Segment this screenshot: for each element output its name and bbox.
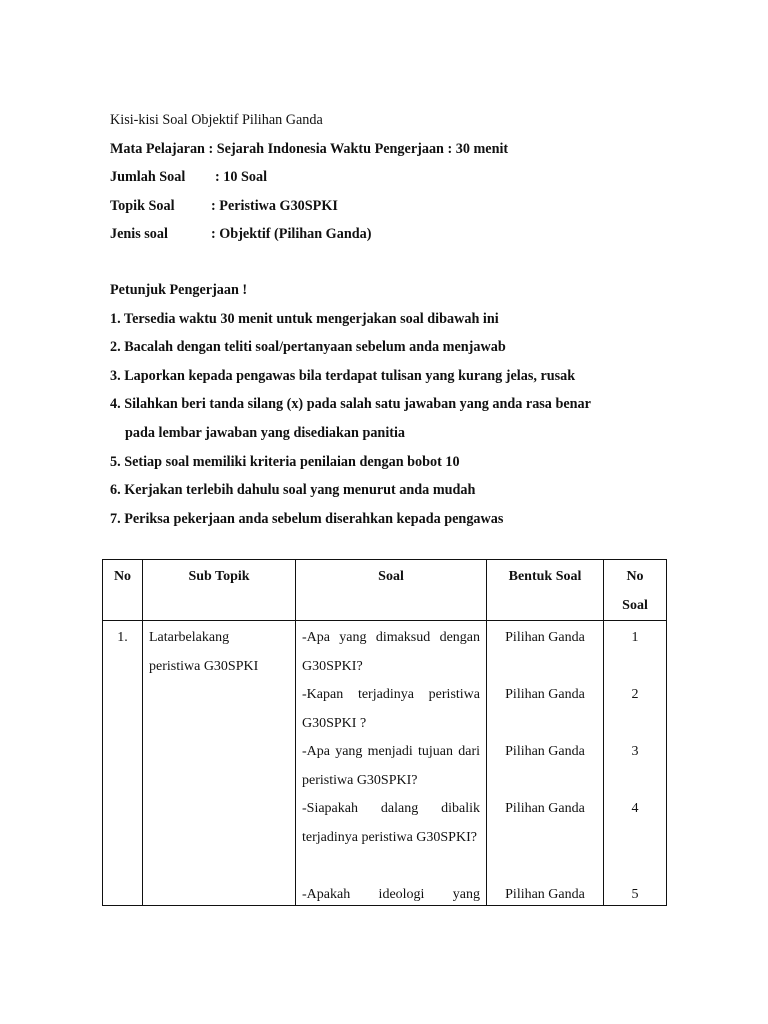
- header-soal: Soal: [296, 560, 487, 621]
- row-soal: [296, 621, 487, 906]
- header-no-soal-line1: No: [626, 569, 644, 584]
- bentuk-soal-value: Pilihan Ganda: [505, 801, 585, 816]
- instruction-item-continuation: pada lembar jawaban yang disediakan panitia: [125, 424, 406, 441]
- instruction-item: 4. Silahkan beri tanda silang (x) pada salah satu jawaban yang anda rasa benar: [110, 396, 591, 413]
- instruction-item: 5. Setiap soal memiliki kriteria penilaian dengan bobot 10: [110, 453, 460, 470]
- header-bentuk-soal: Bentuk Soal: [487, 560, 604, 621]
- jenis-line: [110, 220, 730, 249]
- instructions-heading: Petunjuk Pengerjaan !: [110, 282, 248, 298]
- no-soal-value: 5: [631, 886, 639, 902]
- no-soal-value: 1: [631, 630, 639, 645]
- header-no: No: [103, 560, 143, 621]
- bentuk-soal-value: Pilihan Ganda: [505, 687, 585, 702]
- no-soal-value: 3: [631, 744, 639, 759]
- instruction-item: 6. Kerjakan terlebih dahulu soal yang menurut anda mudah: [110, 482, 476, 499]
- mapel-line: Mata Pelajaran : Sejarah Indonesia Waktu Pengerjaan : 30 menit: [110, 140, 509, 157]
- kisi-kisi-table: [102, 559, 667, 906]
- question-text: -Apa yang menjadi tujuan dari peristiwa G30SPKI?: [302, 744, 480, 788]
- row-no: 1.: [103, 621, 143, 906]
- jenis-value: : Objektif (Pilihan Ganda): [211, 226, 372, 243]
- bentuk-soal-value: Pilihan Ganda: [505, 886, 585, 902]
- jumlah-label: Jumlah Soal: [110, 169, 186, 186]
- bentuk-soal-value: Pilihan Ganda: [505, 744, 585, 759]
- table-row: [103, 621, 667, 906]
- topik-value: : Peristiwa G30SPKI: [211, 197, 338, 214]
- bentuk-soal-value: Pilihan Ganda: [505, 630, 585, 645]
- row-sub-topik: [143, 621, 296, 906]
- topik-line: [110, 192, 730, 221]
- no-soal-value: 4: [631, 801, 639, 816]
- row-no-soal: [604, 621, 667, 906]
- jumlah-line: [110, 163, 730, 192]
- row-bentuk-soal: [487, 621, 604, 906]
- jumlah-value: : 10 Soal: [215, 169, 268, 186]
- instruction-item: 1. Tersedia waktu 30 menit untuk mengerjakan soal dibawah ini: [110, 310, 499, 327]
- question-text: -Kapan terjadinya peristiwa G30SPKI ?: [302, 687, 480, 731]
- table-header-row: [103, 560, 667, 621]
- question-text: -Siapakah dalang dibalik terjadinya peristiwa G30SPKI?: [302, 801, 480, 845]
- document-title: Kisi-kisi Soal Objektif Pilihan Ganda: [110, 112, 323, 128]
- instruction-item: 7. Periksa pekerjaan anda sebelum diserahkan kepada pengawas: [110, 510, 504, 527]
- question-text: -Apa yang dimaksud dengan G30SPKI?: [302, 630, 480, 674]
- document-header: [110, 106, 730, 249]
- instructions-section: [110, 276, 730, 533]
- header-sub-topik: Sub Topik: [143, 560, 296, 621]
- question-text: -Apakah ideologi yang: [302, 886, 480, 902]
- no-soal-value: 2: [631, 687, 639, 702]
- topik-label: Topik Soal: [110, 197, 175, 214]
- sub-topik-line2: peristiwa G30SPKI: [149, 658, 259, 674]
- jenis-label: Jenis soal: [110, 226, 168, 243]
- header-no-soal: [604, 560, 667, 621]
- sub-topik-line1: Latarbelakang: [149, 630, 230, 645]
- instruction-item: 3. Laporkan kepada pengawas bila terdapat tulisan yang kurang jelas, rusak: [110, 367, 576, 384]
- instruction-item: 2. Bacalah dengan teliti soal/pertanyaan sebelum anda menjawab: [110, 339, 506, 356]
- header-no-soal-line2: Soal: [622, 597, 648, 613]
